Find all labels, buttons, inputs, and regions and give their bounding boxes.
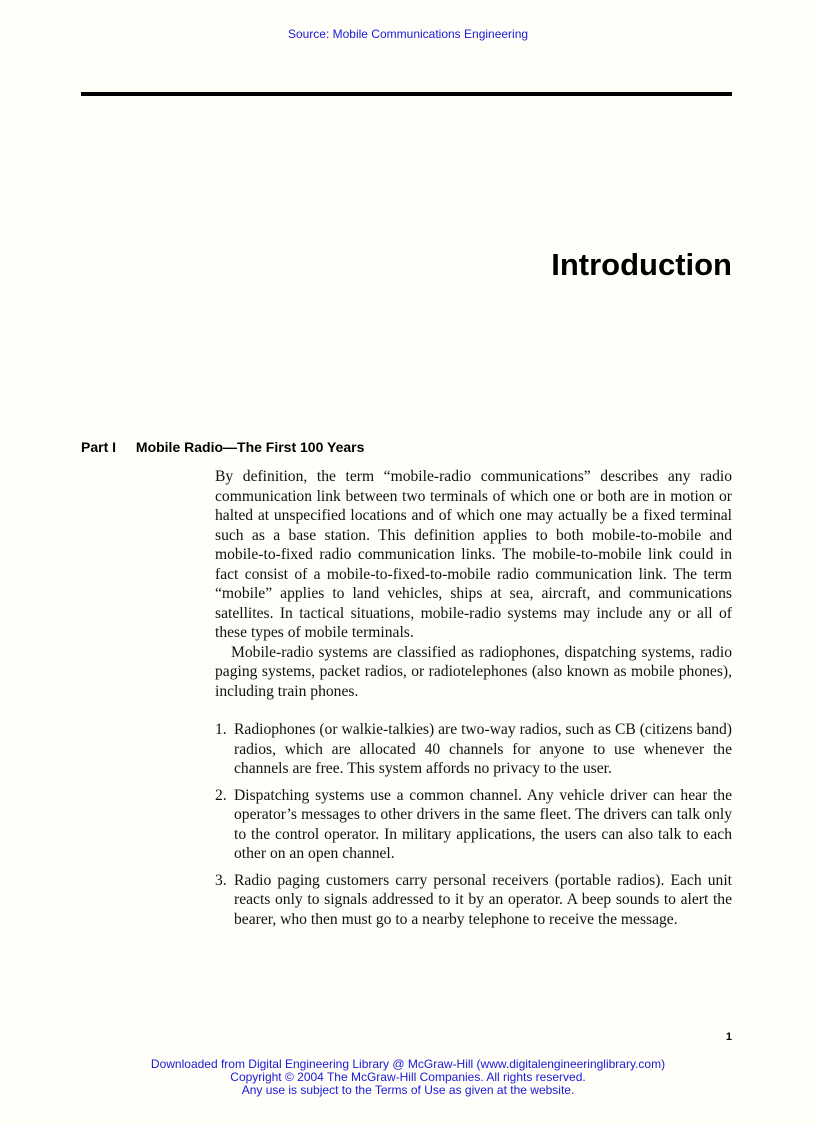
list-item-text: Radiophones (or walkie-talkies) are two-way radios, such as CB (citizens band) radios, which are allocated 40 channels for anyone to use whenever the channels are free. This system affords no privacy to the user.: [234, 721, 732, 777]
page-number: 1: [725, 1031, 732, 1043]
footer-copyright: Copyright © 2004 The McGraw-Hill Companies. All rights reserved.: [230, 1070, 586, 1084]
list-item: [215, 871, 732, 930]
numbered-list: [215, 720, 732, 929]
footer-terms-link[interactable]: Any use is subject to the Terms of Use as given at the website.: [241, 1083, 575, 1097]
list-item-number: 3.: [215, 871, 227, 889]
paragraph: Mobile-radio systems are classified as radiophones, dispatching systems, radio paging systems, packet radios, or radiotelephones (also known as mobile phones), including train phones.: [215, 643, 732, 700]
paragraph: By definition, the term “mobile-radio communications” describes any radio communication link between two terminals of which one or both are in motion or halted at unspecified locations and of which one may actually be a fixed terminal such as a base station. This definition applies to both mobile-to-mobile and mobile-to-fixed radio communication links. The mobile-to-mobile link could in fact consist of a mobile-to-fixed-to-mobile radio communication link. The term “mobile” applies to land vehicles, ships at sea, aircraft, and communications satellites. In tactical situations, mobile-radio systems may include any or all of these types of mobile terminals.: [215, 468, 732, 641]
part-label: Part I: [81, 439, 117, 455]
list-item-number: 2.: [215, 786, 227, 804]
chapter-title: Introduction: [551, 247, 732, 282]
list-item: [215, 720, 732, 779]
list-item: [215, 786, 732, 864]
list-item-text: Dispatching systems use a common channel. Any vehicle driver can hear the operator’s messages to other drivers in the same fleet. The drivers can talk only to the control operator. In military applications, the users can also talk to each other on an open channel.: [234, 786, 732, 862]
top-rule: [81, 92, 732, 96]
list-item-text: Radio paging customers carry personal receivers (portable radios). Each unit reacts only to signals addressed to it by an operator. A beep sounds to alert the bearer, who then must go to a nearby telephone to receive the message.: [234, 871, 732, 928]
footer: [0, 1058, 816, 1097]
list-item-number: 1.: [215, 721, 227, 738]
source-header[interactable]: Source: Mobile Communications Engineering: [287, 27, 529, 41]
part-heading: [81, 439, 364, 455]
part-title: Mobile Radio—The First 100 Years: [135, 439, 365, 455]
body-text: [215, 467, 732, 936]
footer-download-link[interactable]: Downloaded from Digital Engineering Library @ McGraw-Hill (www.digitalengineeringlibrary.com): [150, 1057, 666, 1071]
